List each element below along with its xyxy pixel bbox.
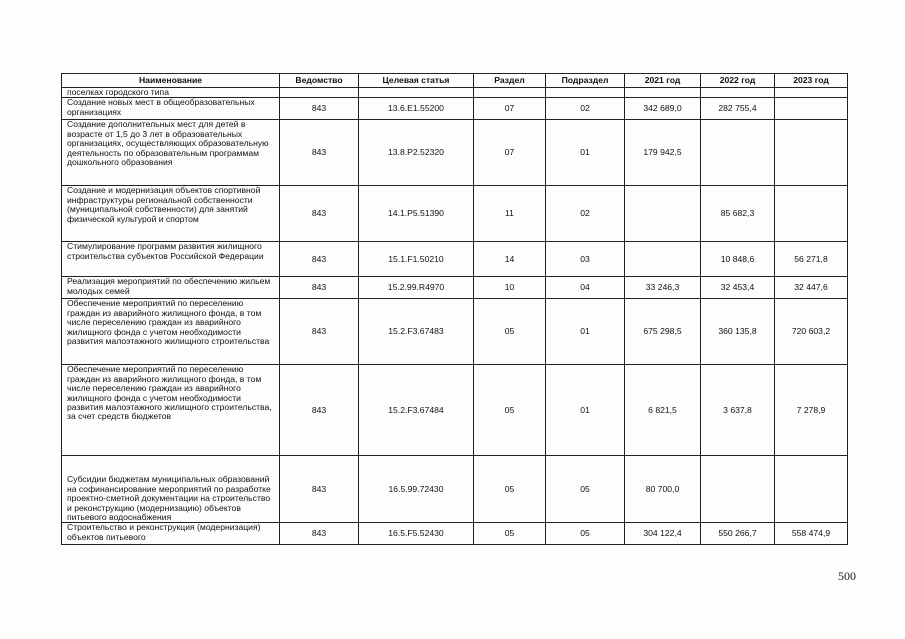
cell-name: Строительство и реконструкция (модернизация) объектов питьевого [62, 523, 280, 545]
cell-2023 [775, 456, 848, 523]
cell-2022: 32 453,4 [701, 277, 775, 299]
cell-section: 14 [474, 242, 546, 277]
cell-2021 [625, 88, 701, 98]
cell-section: 05 [474, 456, 546, 523]
cell-agency [280, 88, 359, 98]
cell-section: 05 [474, 523, 546, 545]
cell-subsection: 01 [546, 365, 625, 456]
cell-subsection: 02 [546, 98, 625, 120]
cell-target: 15.1.F1.50210 [359, 242, 474, 277]
table-row [62, 242, 848, 277]
cell-2021: 80 700,0 [625, 456, 701, 523]
cell-target: 13.6.E1.55200 [359, 98, 474, 120]
col-header-section: Раздел [474, 74, 546, 88]
cell-agency: 843 [280, 186, 359, 242]
cell-2023 [775, 186, 848, 242]
cell-section: 11 [474, 186, 546, 242]
cell-name: поселках городского типа [62, 88, 280, 98]
table-row [62, 456, 848, 523]
cell-name: Обеспечение мероприятий по переселению граждан из аварийного жилищного фонда, в том числе переселению граждан из аварийного жилищного фонда с учетом необходимости развития малоэтажного жилищного строительства, за счет средств бюджетов [62, 365, 280, 456]
cell-target: 14.1.P5.51390 [359, 186, 474, 242]
cell-target [359, 88, 474, 98]
cell-agency: 843 [280, 242, 359, 277]
cell-subsection: 02 [546, 186, 625, 242]
cell-agency: 843 [280, 299, 359, 365]
col-header-subsection: Подраздел [546, 74, 625, 88]
cell-section: 07 [474, 98, 546, 120]
cell-target: 15.2.F3.67484 [359, 365, 474, 456]
page-number: 500 [838, 569, 856, 583]
cell-2022: 282 755,4 [701, 98, 775, 120]
cell-2022 [701, 120, 775, 186]
cell-target: 13.8.P2.52320 [359, 120, 474, 186]
cell-name: Стимулирование программ развития жилищного строительства субъектов Российской Федерации [62, 242, 280, 277]
cell-2021 [625, 186, 701, 242]
cell-agency: 843 [280, 98, 359, 120]
cell-2022: 85 682,3 [701, 186, 775, 242]
cell-2021 [625, 242, 701, 277]
budget-table [61, 73, 848, 545]
cell-section: 07 [474, 120, 546, 186]
cell-target: 16.5.99.72430 [359, 456, 474, 523]
header-row [62, 74, 848, 88]
cell-name: Создание и модернизация объектов спортивной инфраструктуры региональной собственности (муниципальной собственности) для занятий физической культурой и спортом [62, 186, 280, 242]
cell-2021: 6 821,5 [625, 365, 701, 456]
table-row [62, 277, 848, 299]
cell-subsection: 04 [546, 277, 625, 299]
cell-agency: 843 [280, 277, 359, 299]
cell-2022: 360 135,8 [701, 299, 775, 365]
cell-agency: 843 [280, 523, 359, 545]
cell-subsection: 01 [546, 120, 625, 186]
cell-name: Создание новых мест в общеобразовательных организациях [62, 98, 280, 120]
cell-2023: 720 603,2 [775, 299, 848, 365]
cell-subsection: 05 [546, 523, 625, 545]
col-header-2021: 2021 год [625, 74, 701, 88]
table-row [62, 88, 848, 98]
cell-2021: 179 942,5 [625, 120, 701, 186]
col-header-name: Наименование [62, 74, 280, 88]
cell-agency: 843 [280, 365, 359, 456]
col-header-target: Целевая статья [359, 74, 474, 88]
table-row [62, 523, 848, 545]
cell-section: 10 [474, 277, 546, 299]
col-header-2022: 2022 год [701, 74, 775, 88]
col-header-agency: Ведомство [280, 74, 359, 88]
cell-2023 [775, 98, 848, 120]
cell-2022: 550 266,7 [701, 523, 775, 545]
cell-2021: 33 246,3 [625, 277, 701, 299]
table-row [62, 365, 848, 456]
cell-subsection: 01 [546, 299, 625, 365]
cell-subsection: 05 [546, 456, 625, 523]
cell-2021: 304 122,4 [625, 523, 701, 545]
col-header-2023: 2023 год [775, 74, 848, 88]
cell-2022 [701, 88, 775, 98]
cell-name: Реализация мероприятий по обеспечению жильем молодых семей [62, 277, 280, 299]
cell-subsection: 03 [546, 242, 625, 277]
table-row [62, 186, 848, 242]
table-row [62, 299, 848, 365]
cell-subsection [546, 88, 625, 98]
cell-section [474, 88, 546, 98]
cell-2023 [775, 120, 848, 186]
cell-name: Обеспечение мероприятий по переселению граждан из аварийного жилищного фонда, в том числе переселению граждан из аварийного жилищного фонда с учетом необходимости развития малоэтажного жилищного строительства [62, 299, 280, 365]
cell-2023: 32 447,6 [775, 277, 848, 299]
cell-2021: 342 689,0 [625, 98, 701, 120]
cell-2023: 56 271,8 [775, 242, 848, 277]
table-row [62, 98, 848, 120]
cell-2022 [701, 456, 775, 523]
cell-2023: 7 278,9 [775, 365, 848, 456]
cell-agency: 843 [280, 456, 359, 523]
cell-target: 15.2.F3.67483 [359, 299, 474, 365]
cell-agency: 843 [280, 120, 359, 186]
cell-2023 [775, 88, 848, 98]
table-row [62, 120, 848, 186]
cell-2023: 558 474,9 [775, 523, 848, 545]
cell-2022: 10 848,6 [701, 242, 775, 277]
cell-2022: 3 637,8 [701, 365, 775, 456]
cell-name: Создание дополнительных мест для детей в возрасте от 1,5 до 3 лет в образовательных организациях, осуществляющих образовательную деятельность по образовательным программам дошкольного образования [62, 120, 280, 186]
cell-target: 16.5.F5.52430 [359, 523, 474, 545]
cell-target: 15.2.99.R4970 [359, 277, 474, 299]
cell-2021: 675 298,5 [625, 299, 701, 365]
cell-section: 05 [474, 299, 546, 365]
cell-section: 05 [474, 365, 546, 456]
cell-name: Субсидии бюджетам муниципальных образований на софинансирование мероприятий по разработке проектно-сметной документации на строительство и реконструкцию (модернизацию) объектов питьевого водоснабжения [62, 456, 280, 523]
